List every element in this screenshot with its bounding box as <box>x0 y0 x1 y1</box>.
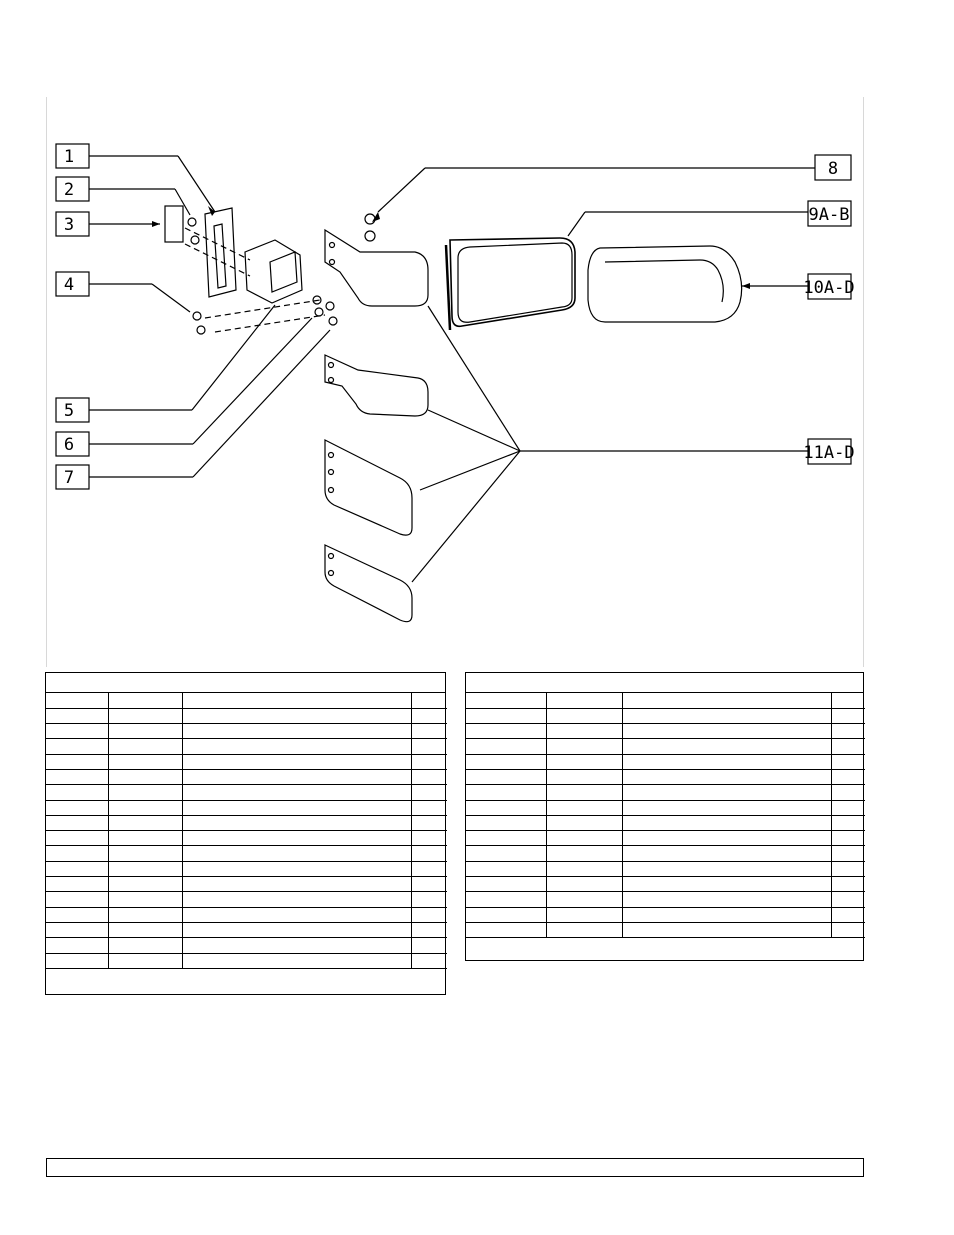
table-row <box>466 877 865 892</box>
table-row <box>46 831 447 846</box>
table-cell <box>182 724 411 739</box>
table-cell <box>46 892 108 907</box>
table-cell <box>622 877 831 892</box>
table-cell <box>182 938 411 953</box>
callout-8: 8 <box>827 159 839 179</box>
table-row <box>466 922 865 937</box>
table-row <box>46 800 447 815</box>
table-cell <box>46 815 108 830</box>
table-cell <box>546 754 622 769</box>
table-cell <box>108 724 182 739</box>
table-cell <box>411 708 447 723</box>
table-cell <box>108 815 182 830</box>
table-cell <box>182 769 411 784</box>
table-row <box>466 769 865 784</box>
table-cell <box>466 708 546 723</box>
table-cell <box>546 815 622 830</box>
table-row <box>466 739 865 754</box>
table-cell <box>411 724 447 739</box>
table-cell <box>411 846 447 861</box>
table-cell <box>46 739 108 754</box>
table-cell <box>182 739 411 754</box>
table-cell <box>622 800 831 815</box>
table-cell <box>108 861 182 876</box>
table-cell <box>466 815 546 830</box>
callout-6: 6 <box>63 435 75 455</box>
table-row <box>46 815 447 830</box>
table-cell <box>411 754 447 769</box>
table-cell <box>46 769 108 784</box>
table-cell <box>411 922 447 937</box>
table-cell <box>466 846 546 861</box>
table-cell <box>108 892 182 907</box>
table-cell <box>108 922 182 937</box>
table-cell <box>466 724 546 739</box>
table-cell <box>108 785 182 800</box>
table-cell <box>411 892 447 907</box>
table-cell <box>182 953 411 968</box>
table-cell <box>46 922 108 937</box>
table-row <box>466 708 865 723</box>
callout-3: 3 <box>63 215 75 235</box>
column-header <box>831 693 865 708</box>
table-cell <box>411 785 447 800</box>
table-cell <box>182 877 411 892</box>
table-cell <box>411 907 447 922</box>
table-cell <box>466 922 546 937</box>
table-row <box>466 892 865 907</box>
table-cell <box>466 769 546 784</box>
table-cell <box>182 907 411 922</box>
table-cell <box>831 754 865 769</box>
table-row <box>466 800 865 815</box>
table-cell <box>546 769 622 784</box>
table-cell <box>622 892 831 907</box>
table-cell <box>411 938 447 953</box>
table-cell <box>831 800 865 815</box>
table-cell <box>46 754 108 769</box>
table-row <box>466 754 865 769</box>
left-table-grid <box>46 693 447 969</box>
table-cell <box>546 831 622 846</box>
table-cell <box>546 739 622 754</box>
table-cell <box>182 846 411 861</box>
table-cell <box>182 892 411 907</box>
column-header <box>546 693 622 708</box>
right-table-title <box>466 673 863 693</box>
table-cell <box>46 708 108 723</box>
table-cell <box>546 846 622 861</box>
table-cell <box>546 800 622 815</box>
table-cell <box>108 846 182 861</box>
table-cell <box>46 953 108 968</box>
table-cell <box>466 800 546 815</box>
left-parts-table <box>45 672 446 995</box>
table-row <box>466 831 865 846</box>
table-cell <box>182 800 411 815</box>
table-row <box>46 754 447 769</box>
callout-4: 4 <box>63 275 75 295</box>
table-cell <box>108 907 182 922</box>
table-cell <box>411 815 447 830</box>
table-cell <box>831 861 865 876</box>
table-cell <box>411 877 447 892</box>
table-cell <box>546 922 622 937</box>
table-cell <box>831 739 865 754</box>
table-cell <box>182 861 411 876</box>
table-cell <box>546 785 622 800</box>
table-cell <box>411 739 447 754</box>
table-cell <box>831 846 865 861</box>
table-cell <box>411 769 447 784</box>
callout-5: 5 <box>63 401 75 421</box>
table-cell <box>466 754 546 769</box>
table-cell <box>622 754 831 769</box>
table-cell <box>831 724 865 739</box>
callout-10a-d: 10A-D <box>803 278 855 298</box>
table-row <box>46 769 447 784</box>
column-header <box>411 693 447 708</box>
table-cell <box>46 724 108 739</box>
table-cell <box>622 785 831 800</box>
table-cell <box>108 877 182 892</box>
table-row <box>46 953 447 968</box>
table-cell <box>182 922 411 937</box>
table-row <box>466 815 865 830</box>
table-cell <box>466 907 546 922</box>
table-row <box>46 724 447 739</box>
column-header <box>466 693 546 708</box>
callout-7: 7 <box>63 468 75 488</box>
left-table-title <box>46 673 445 693</box>
column-header <box>622 693 831 708</box>
table-cell <box>46 846 108 861</box>
table-cell <box>622 708 831 723</box>
table-row <box>46 922 447 937</box>
table-cell <box>831 769 865 784</box>
table-cell <box>622 724 831 739</box>
table-cell <box>182 831 411 846</box>
table-row <box>466 846 865 861</box>
right-parts-table <box>465 672 864 961</box>
table-cell <box>466 892 546 907</box>
table-cell <box>622 922 831 937</box>
table-cell <box>622 769 831 784</box>
table-cell <box>108 938 182 953</box>
table-cell <box>466 831 546 846</box>
callout-2: 2 <box>63 180 75 200</box>
table-cell <box>466 739 546 754</box>
table-row <box>46 892 447 907</box>
table-row <box>46 708 447 723</box>
table-cell <box>831 785 865 800</box>
callout-1: 1 <box>63 147 75 167</box>
table-cell <box>46 800 108 815</box>
table-cell <box>622 861 831 876</box>
table-cell <box>182 785 411 800</box>
table-cell <box>411 953 447 968</box>
table-cell <box>466 785 546 800</box>
callout-11a-d: 11A-D <box>803 443 855 463</box>
table-cell <box>466 861 546 876</box>
table-row <box>46 861 447 876</box>
table-cell <box>108 739 182 754</box>
table-cell <box>182 815 411 830</box>
table-cell <box>46 907 108 922</box>
table-cell <box>831 831 865 846</box>
table-cell <box>411 861 447 876</box>
callout-9a-b: 9A-B <box>808 205 850 225</box>
table-cell <box>831 708 865 723</box>
table-cell <box>831 877 865 892</box>
column-header <box>108 693 182 708</box>
table-cell <box>108 800 182 815</box>
table-row <box>466 861 865 876</box>
table-cell <box>622 831 831 846</box>
table-cell <box>108 831 182 846</box>
table-cell <box>831 907 865 922</box>
table-row <box>46 938 447 953</box>
table-cell <box>622 739 831 754</box>
table-row <box>46 785 447 800</box>
table-cell <box>46 938 108 953</box>
table-row <box>46 877 447 892</box>
table-cell <box>546 877 622 892</box>
table-cell <box>466 877 546 892</box>
table-cell <box>831 922 865 937</box>
table-cell <box>411 800 447 815</box>
table-cell <box>46 877 108 892</box>
table-row <box>46 739 447 754</box>
table-row <box>466 907 865 922</box>
table-cell <box>622 846 831 861</box>
table-cell <box>182 708 411 723</box>
table-cell <box>546 708 622 723</box>
footer-bar <box>46 1158 864 1177</box>
table-cell <box>108 953 182 968</box>
table-cell <box>622 907 831 922</box>
table-cell <box>546 724 622 739</box>
table-cell <box>411 831 447 846</box>
table-row <box>46 846 447 861</box>
table-cell <box>46 831 108 846</box>
right-table-grid <box>466 693 865 938</box>
table-cell <box>182 754 411 769</box>
table-cell <box>622 815 831 830</box>
table-cell <box>46 785 108 800</box>
table-cell <box>546 861 622 876</box>
table-cell <box>108 769 182 784</box>
table-cell <box>546 892 622 907</box>
table-cell <box>108 754 182 769</box>
table-row <box>466 724 865 739</box>
column-header <box>182 693 411 708</box>
table-cell <box>546 907 622 922</box>
table-row <box>466 785 865 800</box>
table-cell <box>108 708 182 723</box>
table-cell <box>831 892 865 907</box>
column-header <box>46 693 108 708</box>
table-cell <box>831 815 865 830</box>
table-cell <box>46 861 108 876</box>
table-row <box>46 907 447 922</box>
